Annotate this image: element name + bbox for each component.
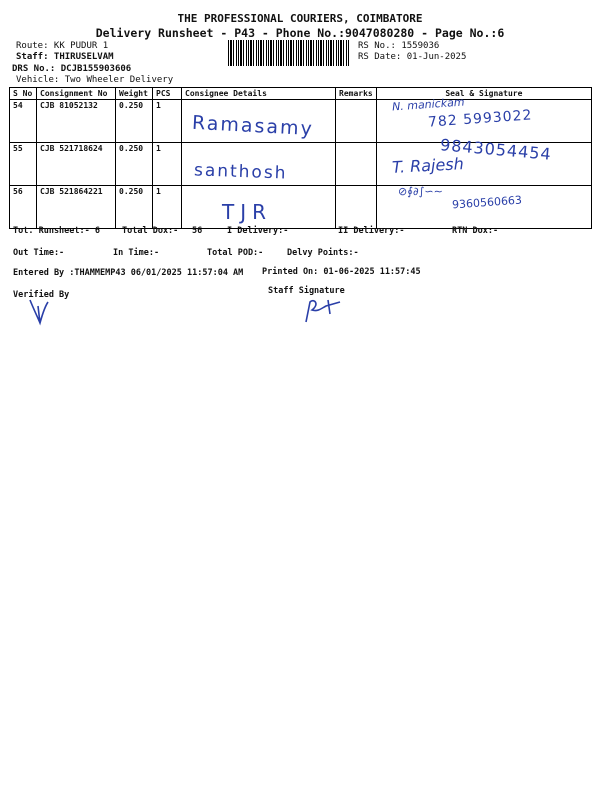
route-label: Route: KK PUDUR 1 bbox=[16, 41, 109, 51]
seal-signature-name-1: N. manickam bbox=[391, 95, 465, 114]
cell-consignment: CJB 81052132 bbox=[37, 100, 116, 143]
cell-sno: 56 bbox=[10, 186, 37, 229]
col-consignee: Consignee Details bbox=[182, 88, 336, 100]
col-consignment: Consignment No bbox=[37, 88, 116, 100]
vehicle-label: Vehicle: Two Wheeler Delivery bbox=[16, 75, 174, 85]
handwritten-consignee-3: TJR bbox=[222, 200, 273, 224]
seal-signature-phone-2: 9843054454 bbox=[439, 135, 553, 164]
runsheet-title: Delivery Runsheet - P43 - Phone No.:9047080280 - Page No.:6 bbox=[95, 26, 505, 40]
total-dox-value: 56 bbox=[192, 226, 203, 236]
cell-remarks bbox=[336, 186, 377, 229]
cell-weight: 0.250 bbox=[116, 186, 153, 229]
entered-by: Entered By :THAMMEMP43 06/01/2025 11:57:04 AM bbox=[13, 268, 244, 278]
cell-pcs: 1 bbox=[153, 143, 182, 186]
cell-consignment: CJB 521864221 bbox=[37, 186, 116, 229]
verified-by-label: Verified By bbox=[13, 290, 70, 300]
seal-signature-name-2: T. Rajesh bbox=[391, 154, 465, 177]
col-pcs: PCS bbox=[153, 88, 182, 100]
out-time: Out Time:- bbox=[13, 248, 65, 258]
cell-weight: 0.250 bbox=[116, 100, 153, 143]
drs-number: DRS No.: DCJB155903606 bbox=[12, 64, 132, 74]
barcode bbox=[228, 40, 350, 66]
seal-signature-phone-3: 9360560663 bbox=[451, 193, 523, 212]
seal-signature-scribble-3: ⊘∮∂∫∽∼ bbox=[398, 185, 443, 198]
in-time: In Time:- bbox=[113, 248, 160, 258]
printed-on: Printed On: 01-06-2025 11:57:45 bbox=[262, 267, 421, 277]
cell-pcs: 1 bbox=[153, 186, 182, 229]
cell-sno: 55 bbox=[10, 143, 37, 186]
rs-number: RS No.: 1559036 bbox=[358, 41, 440, 51]
company-name: THE PROFESSIONAL COURIERS, COIMBATORE bbox=[177, 12, 423, 25]
i-delivery: I Delivery:- bbox=[227, 226, 289, 236]
table-header-row bbox=[10, 88, 592, 100]
cell-remarks bbox=[336, 100, 377, 143]
cell-pcs: 1 bbox=[153, 100, 182, 143]
cell-consignment: CJB 521718624 bbox=[37, 143, 116, 186]
handwritten-consignee-1: Ramasamy bbox=[191, 111, 315, 141]
total-pod: Total POD:- bbox=[207, 248, 264, 258]
col-seal: Seal & Signature bbox=[376, 88, 591, 100]
cell-remarks bbox=[336, 143, 377, 186]
staff-label: Staff: THIRUSELVAM bbox=[16, 52, 114, 62]
staff-signature-label: Staff Signature bbox=[268, 286, 345, 296]
handwritten-consignee-2: santhosh bbox=[193, 160, 288, 184]
staff-signature-mark bbox=[300, 296, 350, 326]
col-sno: S No bbox=[10, 88, 37, 100]
rs-date: RS Date: 01-Jun-2025 bbox=[358, 52, 467, 62]
total-runsheet: Tot. Runsheet:- 6 bbox=[13, 226, 100, 236]
rtn-dox: RTN Dox:- bbox=[452, 226, 499, 236]
col-remarks: Remarks bbox=[336, 88, 377, 100]
delvy-points: Delvy Points:- bbox=[287, 248, 359, 258]
ii-delivery: II Delivery:- bbox=[338, 226, 405, 236]
seal-signature-phone-1: 782 5993022 bbox=[427, 107, 533, 131]
total-dox-label: Total Dox:- bbox=[122, 226, 179, 236]
verified-signature-mark bbox=[26, 296, 56, 326]
cell-sno: 54 bbox=[10, 100, 37, 143]
col-weight: Weight bbox=[116, 88, 153, 100]
cell-weight: 0.250 bbox=[116, 143, 153, 186]
